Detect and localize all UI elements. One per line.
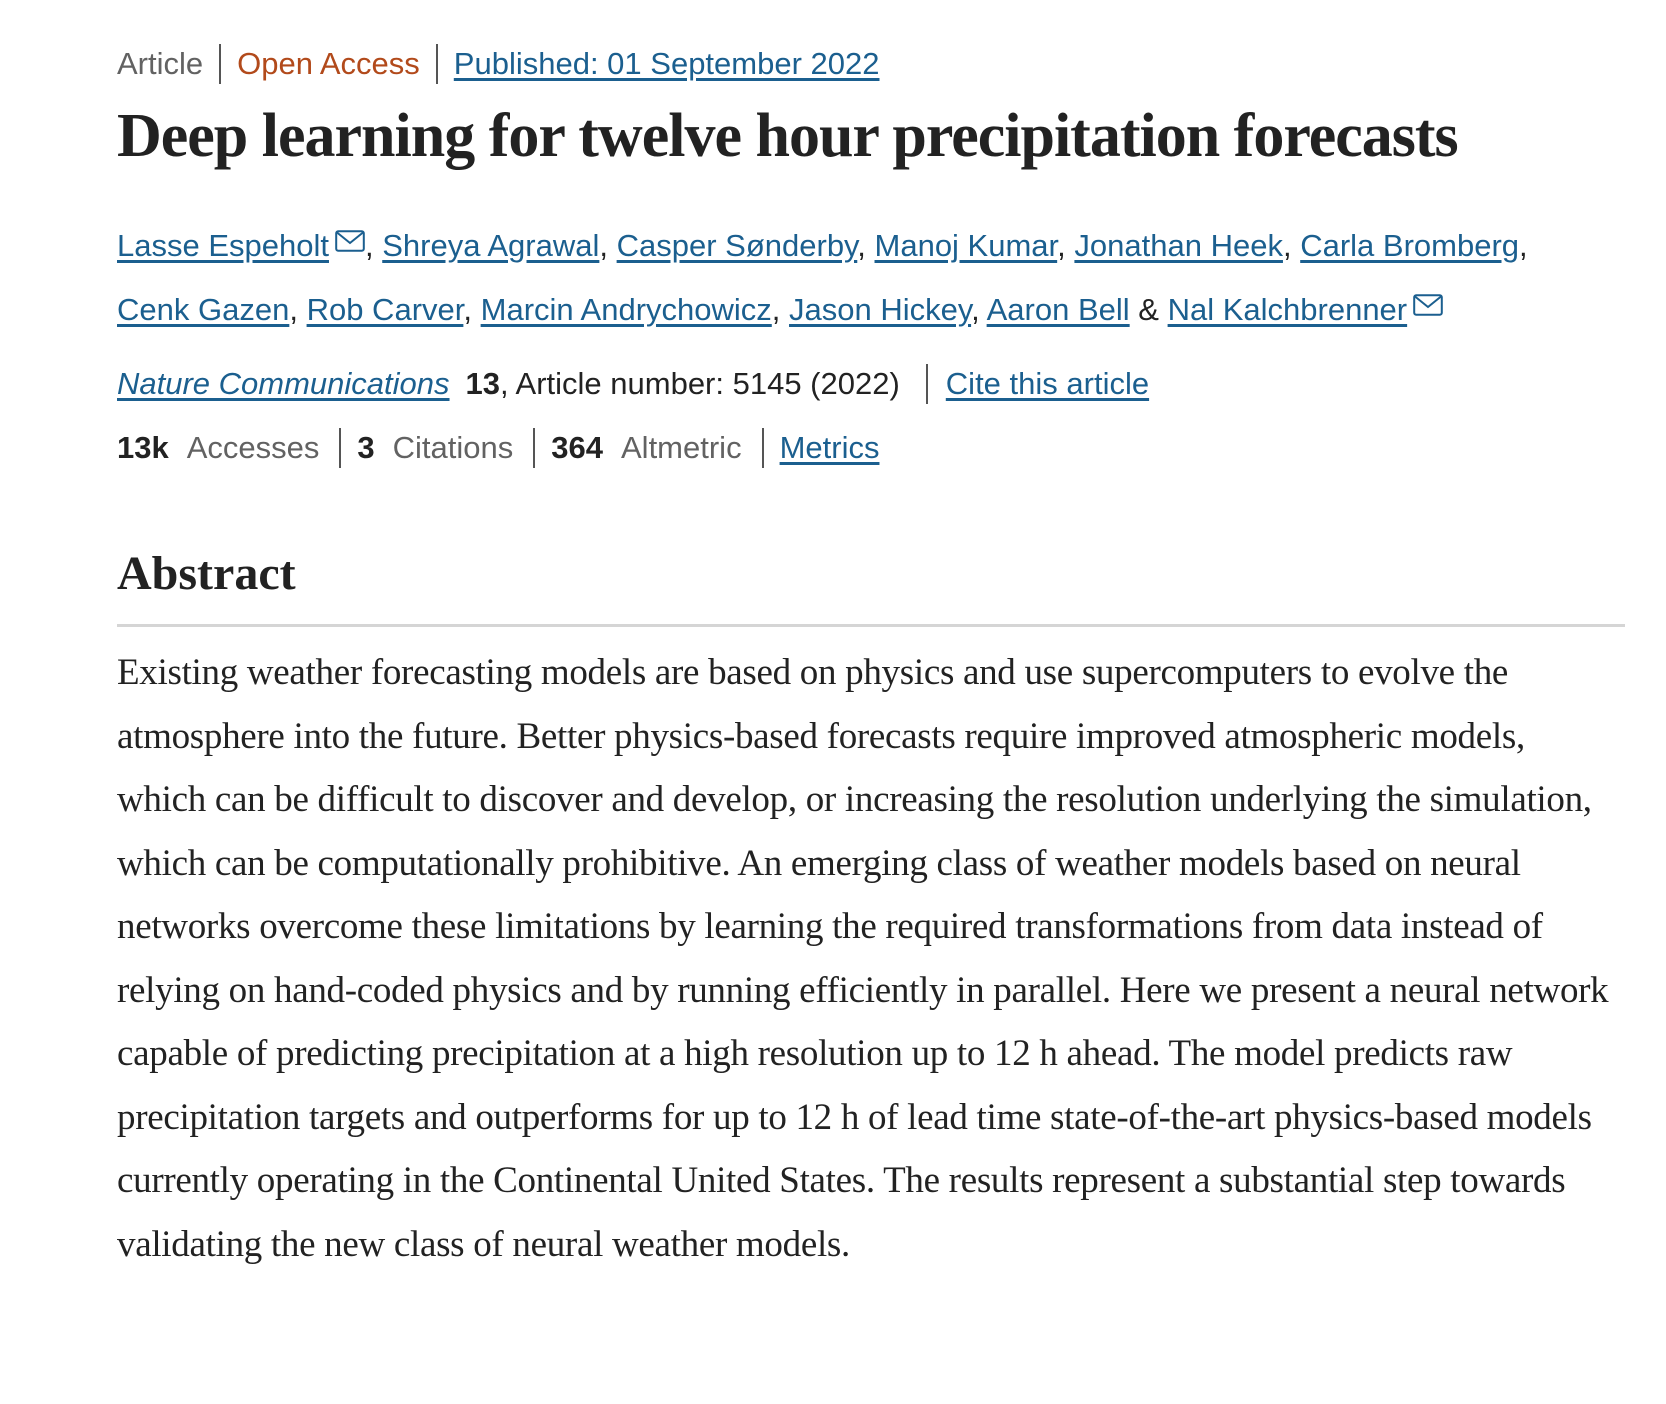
altmetric-label: Altmetric xyxy=(621,430,742,465)
author-separator: , xyxy=(463,292,472,327)
article-metrics xyxy=(117,428,1627,468)
article-header xyxy=(117,44,1627,1276)
journal-link[interactable]: Nature Communications xyxy=(117,366,450,401)
article-type: Article xyxy=(117,46,204,81)
abstract-heading: Abstract xyxy=(117,547,296,600)
abstract-text: Existing weather forecasting models are based on physics and use supercomputers to evolve the atmosphere into the future. Better physics-based forecasts require improved atmospheric models, which can be difficult to discover and develop, or increasing the resolution underlying the simulation, which can be computationally prohibitive. An emerging class of weather models based on neural networks overcome these limitations by learning the required transformations from data instead of relying on hand-coded physics and by running efficiently in parallel. Here we present a neural network capable of predicting precipitation at a high resolution up to 12 h ahead. The model predicts raw precipitation targets and outperforms for up to 12 h of lead time state-of-the-art physics-based models currently operating in the Continental United States. The results represent a substantial step towards validating the new class of neural weather models. xyxy=(117,652,1609,1265)
author-separator: , xyxy=(599,228,608,263)
journal-volume: 13 xyxy=(465,366,501,401)
author-link[interactable]: Marcin Andrychowicz xyxy=(480,292,772,327)
divider xyxy=(926,364,928,404)
author-link[interactable]: Aaron Bell xyxy=(986,292,1130,327)
article-number: , Article number: 5145 (2022) xyxy=(500,366,900,401)
citations-label: Citations xyxy=(392,430,514,465)
divider xyxy=(533,428,535,468)
journal-citation xyxy=(117,364,1627,404)
author-separator: , xyxy=(1519,228,1528,263)
author-list xyxy=(117,214,1587,342)
author-link[interactable]: Rob Carver xyxy=(306,292,464,327)
author-link[interactable]: Jonathan Heek xyxy=(1074,228,1283,263)
author-separator: , xyxy=(771,292,781,327)
author-entry xyxy=(117,228,365,263)
section-divider xyxy=(117,624,1625,627)
author-link[interactable]: Casper Sønderby xyxy=(616,228,858,263)
author-separator: , xyxy=(289,292,298,327)
mail-icon[interactable] xyxy=(335,230,365,252)
author-separator: , xyxy=(364,228,374,263)
author-link[interactable]: Carla Bromberg xyxy=(1300,228,1520,263)
altmetric-score: 364 xyxy=(551,430,603,465)
author-separator: , xyxy=(1282,228,1292,263)
accesses-label: Accesses xyxy=(186,430,320,465)
metrics-link[interactable]: Metrics xyxy=(779,430,880,465)
author-link[interactable]: Nal Kalchbrenner xyxy=(1167,292,1408,327)
author-separator: , xyxy=(857,228,866,263)
divider xyxy=(436,44,438,84)
article-meta xyxy=(117,44,1627,84)
mail-icon[interactable] xyxy=(1413,294,1443,316)
divider xyxy=(339,428,341,468)
author-link[interactable]: Lasse Espeholt xyxy=(117,228,329,263)
accesses-count: 13k xyxy=(117,430,169,465)
published-date-link[interactable]: Published: 01 September 2022 xyxy=(453,46,880,81)
page-title: Deep learning for twelve hour precipitation forecasts xyxy=(117,102,1458,170)
author-separator: , xyxy=(971,292,980,327)
divider xyxy=(219,44,221,84)
author-separator: & xyxy=(1138,292,1159,327)
author-link[interactable]: Cenk Gazen xyxy=(117,292,290,327)
author-entry xyxy=(1168,292,1444,327)
open-access-badge: Open Access xyxy=(237,46,420,81)
author-separator: , xyxy=(1057,228,1066,263)
cite-this-article-link[interactable]: Cite this article xyxy=(945,366,1150,401)
author-link[interactable]: Manoj Kumar xyxy=(874,228,1058,263)
divider xyxy=(762,428,764,468)
citations-count: 3 xyxy=(357,430,375,465)
author-link[interactable]: Jason Hickey xyxy=(789,292,972,327)
author-link[interactable]: Shreya Agrawal xyxy=(382,228,600,263)
